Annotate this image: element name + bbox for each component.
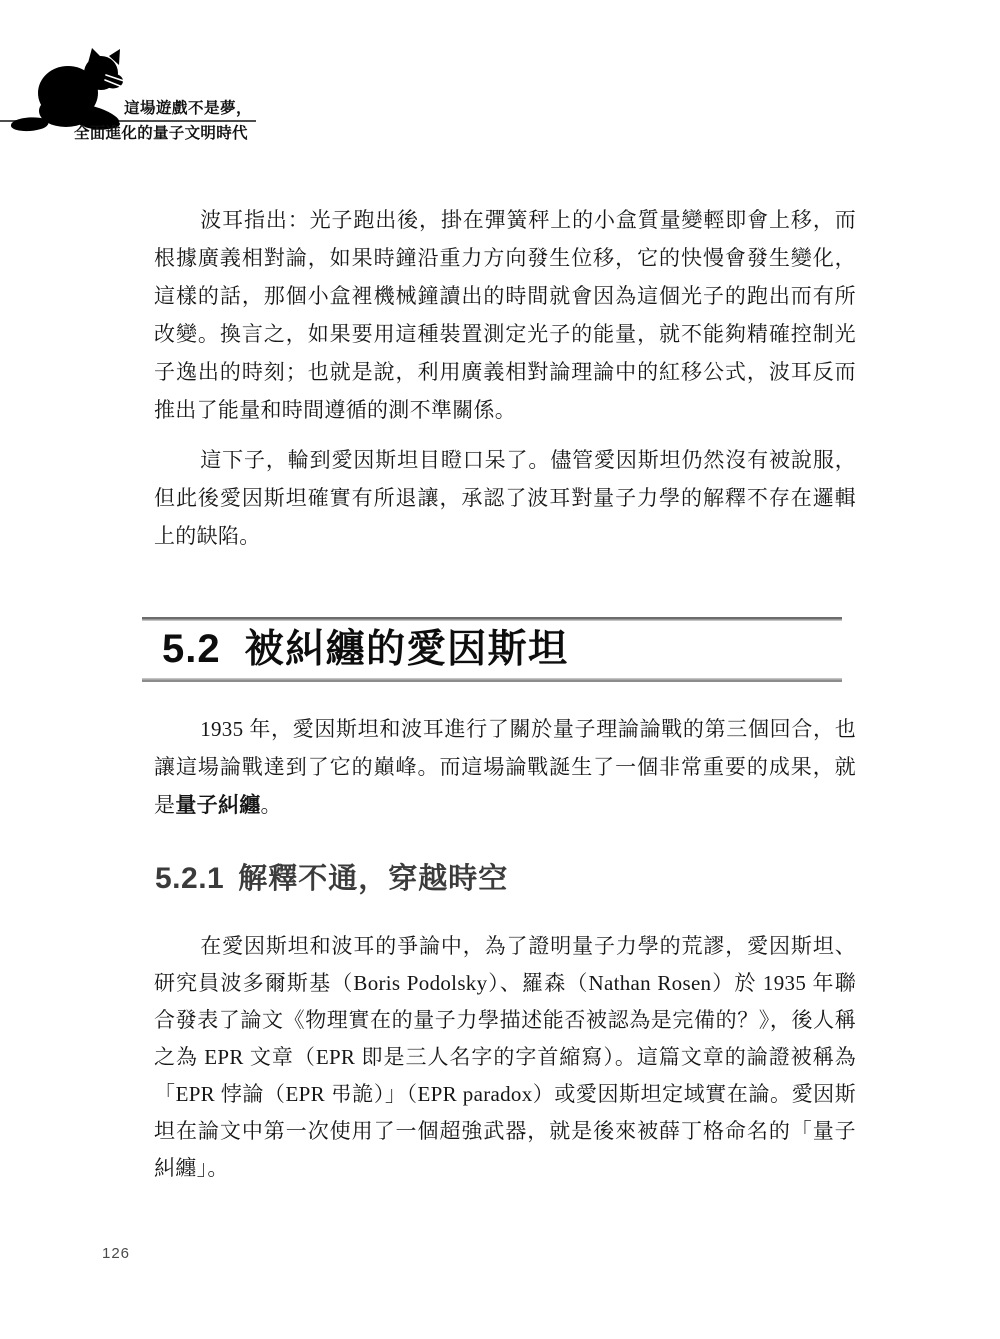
subsection-number: 5.2.1 — [155, 862, 225, 895]
section-heading-5-2 — [142, 617, 842, 682]
section-rule-bottom — [142, 678, 842, 682]
paragraph-einstein-concede: 這下子，輪到愛因斯坦目瞪口呆了。儘管愛因斯坦仍然沒有被說服，但此後愛因斯坦確實有所退讓，承認了波耳對量子力學的解釋不存在邏輯上的缺陷。 — [154, 448, 856, 548]
subsection-title: 解釋不通，穿越時空 — [238, 863, 509, 895]
bold-term-quantum-entanglement: 量子糾纏 — [175, 793, 261, 817]
section-title: 被糾纏的愛因斯坦 — [244, 628, 569, 671]
section-title-row — [142, 621, 842, 678]
paragraph-bohr-argument: 波耳指出：光子跑出後，掛在彈簧秤上的小盒質量變輕即會上移，而根據廣義相對論，如果時鐘沿重力方向發生位移，它的快慢會發生變化，這樣的話，那個小盒裡機械鐘讀出的時間就會因為這個光子的跑出而有所改變。換言之，如果要用這種裝置測定光子的能量，就不能夠精確控制光子逸出的時刻；也就是說，利用廣義相對論理論中的紅移公式，波耳反而推出了能量和時間遵循的測不準關係。 — [154, 208, 856, 422]
book-tagline-line1: 這場遊戲不是夢， — [123, 100, 252, 117]
paragraph3-text: 1935 年，愛因斯坦和波耳進行了關於量子理論論戰的第三個回合，也讓這場論戰達到了它的巔峰。而這場論戰誕生了一個非常重要的成果，就是 — [154, 717, 856, 817]
page-number: 126 — [102, 1245, 131, 1262]
paragraph-1935-third-round — [154, 710, 856, 824]
black-cat-icon — [8, 47, 134, 135]
book-tagline-line2: 全面進化的量子文明時代 — [74, 125, 248, 142]
paragraph-epr: 在愛因斯坦和波耳的爭論中，為了證明量子力學的荒謬，愛因斯坦、研究員波多爾斯基（Boris Podolsky）、羅森（Nathan Rosen）於 1935 年聯合發表了論文《物理實在的量子力學描述能否被認為是完備的？》，後人稱之為 EPR 文章（EPR 即是三人名字的字首縮寫）。這篇文章的論證被稱為「EPR 悖論（EPR 弔詭）」（EPR paradox）或愛因斯坦定域實在論。愛因斯坦在論文中第一次使用了一個超強武器，就是後來被薛丁格命名的「量子糾纏」。 — [154, 934, 856, 1180]
section-number: 5.2 — [162, 627, 221, 671]
subsection-heading-5-2-1 — [155, 864, 508, 894]
paragraph3-tail: 。 — [260, 793, 282, 817]
